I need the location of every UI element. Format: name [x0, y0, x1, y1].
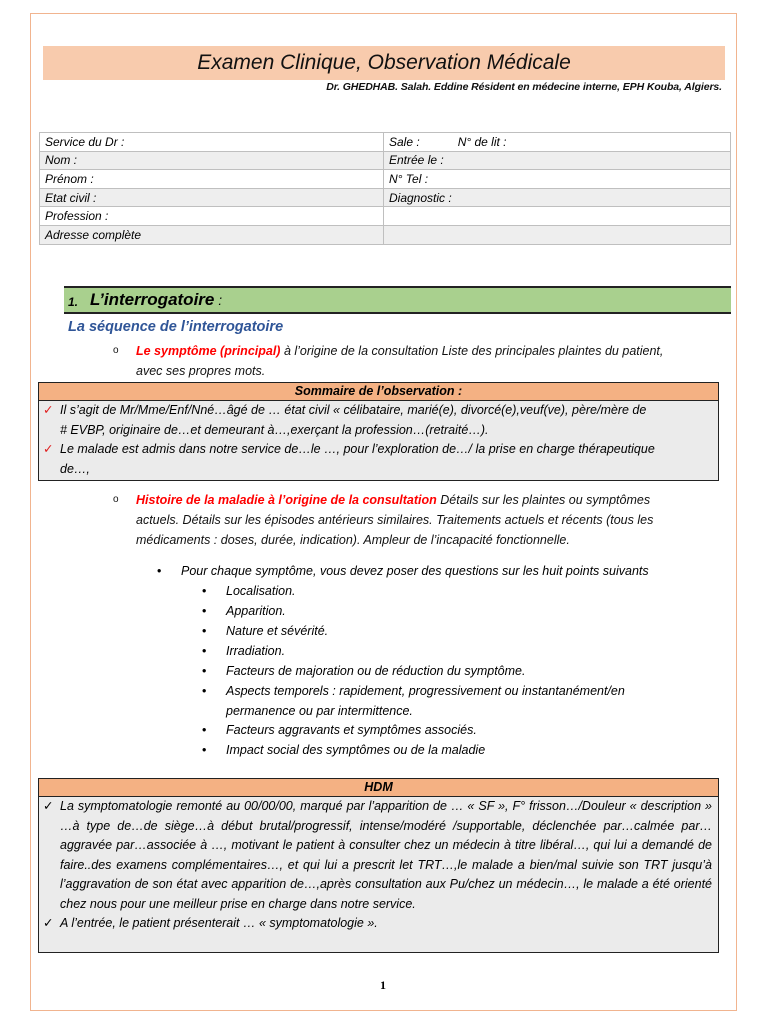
summary-item: ✓ Il s’agit de Mr/Mme/Enf/Nné…âgé de … état civil « célibataire, marié(e), divorcé(e),veuf(ve), père/mère de # EVBP, originaire de…et demeurant à…,exerçant la profession…(retraité…).: [43, 403, 647, 437]
table-row: [40, 151, 731, 170]
symptom-label: Le symptôme (principal): [136, 344, 281, 358]
field-prenom[interactable]: Prénom :: [40, 170, 384, 189]
history-paragraph: [113, 490, 726, 550]
bullet-icon: •: [157, 564, 162, 578]
patient-info-table: [39, 132, 731, 245]
field-tel[interactable]: N° Tel :: [384, 170, 731, 189]
section-title: L’interrogatoire :: [90, 290, 223, 309]
table-row: [40, 188, 731, 207]
hdm-item: ✓ A l’entrée, le patient présenterait … « symptomatologie ».: [39, 914, 718, 934]
list-item: • Apparition.: [226, 602, 286, 622]
field-nom[interactable]: Nom :: [40, 151, 384, 170]
bullet-icon: •: [202, 723, 207, 737]
summary-item: ✓ Le malade est admis dans notre service de…le …, pour l’exploration de…/ la prise en charge thérapeutique de…,: [43, 442, 655, 476]
field-profession[interactable]: Profession :: [40, 207, 384, 226]
checkmark-icon: ✓: [43, 916, 54, 930]
list-item: • Irradiation.: [226, 642, 285, 662]
symptom-text: à l’origine de la consultation Liste des principales plaintes du patient,: [280, 344, 664, 358]
hdm-box-heading: HDM: [39, 779, 718, 797]
author-line: Dr. GHEDHAB. Salah. Eddine Résident en médecine interne, EPH Kouba, Algiers.: [326, 81, 722, 93]
list-item: • Aspects temporels : rapidement, progressivement ou instantanément/en permanence ou par intermittence.: [202, 684, 625, 718]
field-service[interactable]: Service du Dr :: [40, 133, 384, 152]
table-row: [40, 225, 731, 244]
bullet-icon: •: [202, 684, 207, 698]
bullet-icon: •: [202, 624, 207, 638]
field-empty-2[interactable]: [384, 225, 731, 244]
bullet-icon: •: [202, 584, 207, 598]
field-sale-lit[interactable]: [384, 133, 731, 152]
table-row: [40, 170, 731, 189]
checkmark-icon: ✓: [43, 799, 54, 813]
field-entree[interactable]: Entrée le :: [384, 151, 731, 170]
field-diagnostic[interactable]: Diagnostic :: [384, 188, 731, 207]
list-item: • Impact social des symptômes ou de la maladie: [226, 741, 485, 761]
list-item: • Localisation.: [226, 582, 296, 602]
table-row: [40, 133, 731, 152]
list-item: • Facteurs de majoration ou de réduction du symptôme.: [226, 662, 525, 682]
hdm-item: ✓ La symptomatologie remonté au 00/00/00, marqué par l’apparition de … « SF », F° frisson…/Douleur « description » …à type de…de siège…à début brutal/progressif, intense/modéré /supportable, déclenchée par…calmée par…aggravée par…associée à …, motivant le patient à consulter chez un médecin à titre libéral…, qui lui a demandé de faire..des examens complémentaires…, et qui lui a prescrit let TRT…,le malade a bien/mal suivie son TRT jusqu’à l’aggravation de son état avec apparition de…,après consultation aux Pu/chez un médecin…, le malade a été orienté chez nous pour une meilleur prise en charge dans notre service.: [43, 799, 712, 911]
checkmark-icon: ✓: [43, 403, 54, 417]
page-number: 1: [380, 978, 386, 992]
symptom-paragraph: [113, 341, 726, 381]
bullet-icon: •: [202, 644, 207, 658]
field-adresse[interactable]: Adresse complète: [40, 225, 384, 244]
checkmark-icon: ✓: [43, 442, 54, 456]
bullet-icon: •: [202, 604, 207, 618]
summary-box-heading: Sommaire de l’observation :: [39, 383, 718, 401]
circle-bullet-icon: o: [113, 494, 119, 505]
field-empty-1[interactable]: [384, 207, 731, 226]
history-text: actuels. Détails sur les épisodes antérieurs similaires. Traitements actuels et récents (tous les: [136, 513, 654, 527]
sub-bullet-item: • Pour chaque symptôme, vous devez poser des questions sur les huit points suivants: [181, 562, 721, 582]
circle-bullet-icon: o: [113, 345, 119, 356]
section-number: 1.: [68, 295, 79, 309]
field-etat-civil[interactable]: Etat civil :: [40, 188, 384, 207]
field-sale-label: Sale :: [389, 134, 420, 149]
bullet-icon: •: [202, 664, 207, 678]
table-row: [40, 207, 731, 226]
bullet-icon: •: [202, 743, 207, 757]
history-text: Détails sur les plaintes ou symptômes: [436, 493, 651, 507]
hdm-box: [38, 778, 719, 953]
summary-box: [38, 382, 719, 481]
history-label: Histoire de la maladie à l’origine de la consultation: [136, 493, 437, 507]
history-text: médicaments : doses, durée, indication). Ampleur de l’incapacité fonctionnelle.: [136, 533, 570, 547]
subheading-sequence: La séquence de l’interrogatoire: [68, 319, 284, 335]
field-lit-label: N° de lit :: [457, 134, 507, 149]
list-item: • Nature et sévérité.: [226, 622, 328, 642]
document-title-bar: [43, 46, 725, 80]
list-item: • Facteurs aggravants et symptômes associés.: [226, 721, 477, 741]
section-heading-interrogatoire: [64, 286, 731, 314]
document-title: Examen Clinique, Observation Médicale: [197, 51, 571, 74]
symptom-text-cont: avec ses propres mots.: [136, 364, 266, 378]
